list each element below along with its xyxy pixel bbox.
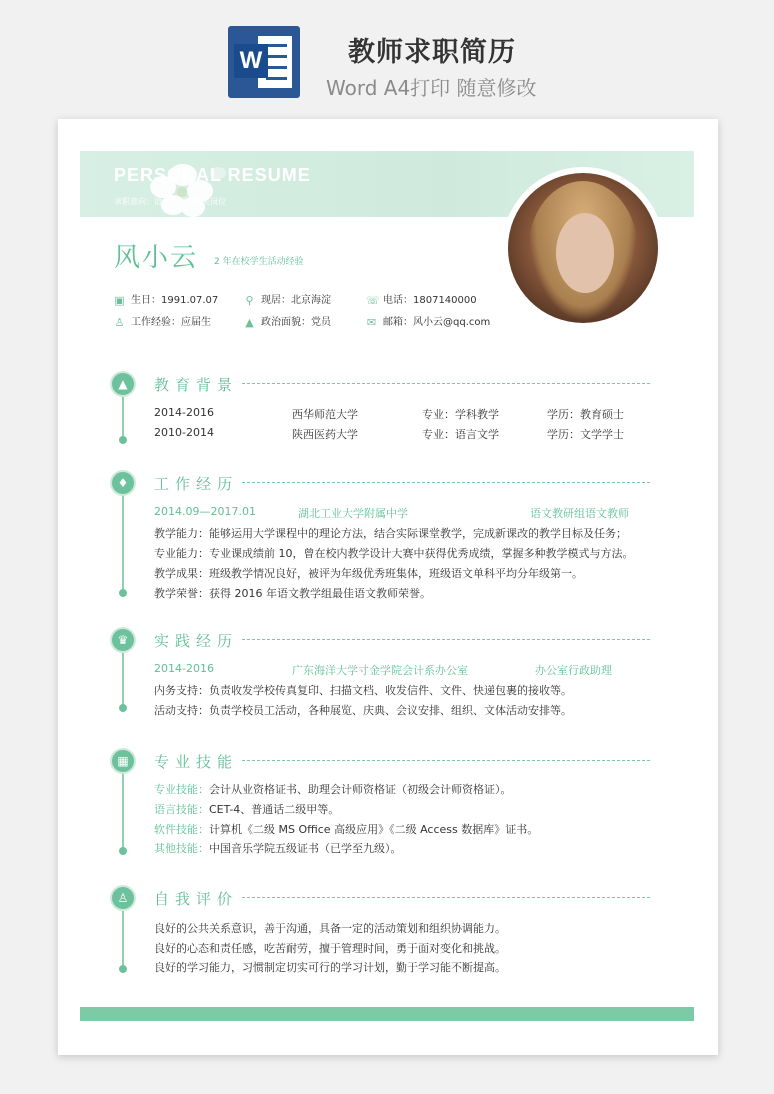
section-title-practice: 实践经历 [154,632,239,650]
work-detail-line: 专业能力：专业课成绩前 10，曾在校内教学设计大赛中获得优秀成绩，掌握多种教学模式与方法。 [154,547,634,560]
timeline-dot [119,704,127,712]
trophy-icon: ♛ [110,627,136,653]
practice-detail-line: 内务支持：负责收发学校传真复印、扫描文档、收发信件、文件、快递包裹的接收等。 [154,684,572,697]
practice-detail-line: 活动支持：负责学校员工活动，各种展览、庆典、会议安排、组织、文体活动安排等。 [154,704,572,717]
timeline-dot [119,965,127,973]
edu-degree: 学历：教育硕士 [547,408,624,421]
word-icon [228,26,300,98]
skill-item: 其他技能：中国音乐学院五级证书（已学至九级）。 [154,842,402,855]
section-divider [242,639,650,640]
section-title-skills: 专业技能 [154,753,239,771]
section-title-education: 教育背景 [154,376,239,394]
edu-major: 专业：学科教学 [422,408,499,421]
resume-page [58,119,718,1055]
work-period: 2014.09—2017.01 [154,505,256,518]
info-email: ✉ 邮箱：风小云@qq.com [366,316,491,329]
info-location: ⚲ 现居：北京海淀 [245,294,331,307]
work-detail-line: 教学成果：班级教学情况良好，被评为年级优秀班集体，班级语文单科平均分年级第一。 [154,567,583,580]
header-subtitle: 求职意向：语文教师及相关岗位 [114,197,226,206]
envelope-icon: ✉ [366,316,377,329]
skill-item: 软件技能：计算机《二级 MS Office 高级应用》《二级 Access 数据库》证书。 [154,823,539,836]
work-detail-line: 教学能力：能够运用大学课程中的理论方法，结合实际课堂教学，完成新课改的教学目标及任务； [154,527,627,540]
edu-school: 西华师范大学 [292,408,358,421]
info-phone: ☏ 电话：1807140000 [366,294,477,307]
info-experience: ♙ 工作经验：应届生 [114,316,211,329]
section-title-evaluation: 自我评价 [154,890,239,908]
banner-title: 教师求职简历 [348,37,516,68]
timeline-dot [119,589,127,597]
edu-period: 2014-2016 [154,406,214,419]
necktie-icon: ♦ [110,470,136,496]
practice-position: 办公室行政助理 [535,664,612,677]
work-detail-line: 教学荣誉：获得 2016 年语文教学组最佳语文教师荣誉。 [154,587,431,600]
edu-period: 2010-2014 [154,426,214,439]
footer-band [80,1007,694,1021]
work-organization: 湖北工业大学附属中学 [298,507,408,520]
timeline-dot [119,847,127,855]
practice-period: 2014-2016 [154,662,214,675]
skill-item: 语言技能：CET-4、普通话二级甲等。 [154,803,340,816]
edu-school: 陕西医药大学 [292,428,358,441]
graduation-cap-icon: ▲ [110,371,136,397]
phone-icon: ☏ [366,294,380,307]
info-politics: ▲ 政治面貌：党员 [245,316,331,329]
person-icon: ♙ [114,316,125,329]
timeline-evaluation [122,905,124,967]
evaluation-line: 良好的公共关系意识，善于沟通，具备一定的活动策划和组织协调能力。 [154,922,506,935]
profile-photo [502,167,664,329]
skill-item: 专业技能：会计从业资格证书、助理会计师资格证（初级会计师资格证）。 [154,783,512,796]
timeline-skills [122,767,124,851]
info-birth: ▣ 生日：1991.07.07 [114,294,219,307]
section-divider [242,897,650,898]
word-letter: W [234,44,268,78]
timeline-practice [122,647,124,707]
person-icon: ♙ [110,885,136,911]
work-position: 语文教研组语文教师 [530,507,629,520]
section-divider [242,383,650,384]
edu-degree: 学历：文学学士 [547,428,624,441]
windows-icon: ▦ [110,748,136,774]
section-title-work: 工作经历 [154,475,239,493]
banner-subtitle: Word A4打印 随意修改 [326,76,537,100]
evaluation-line: 良好的学习能力，习惯制定切实可行的学习计划，勤于学习能不断提高。 [154,961,506,974]
section-divider [242,482,650,483]
calendar-icon: ▣ [114,294,125,307]
section-divider [242,760,650,761]
name-subtitle: 2 年在校学生活动经验 [214,257,304,267]
graduation-cap-icon: ▲ [245,316,254,329]
timeline-dot [119,436,127,444]
edu-major: 专业：语言文学 [422,428,499,441]
evaluation-line: 良好的心态和责任感，吃苦耐劳，擅于管理时间，勇于面对变化和挑战。 [154,942,506,955]
practice-organization: 广东海洋大学寸金学院会计系办公室 [292,664,468,677]
location-pin-icon: ⚲ [245,294,254,307]
personal-resume-heading: PERSONAL RESUME [114,165,311,185]
candidate-name: 风小云 [114,243,199,273]
timeline-work [122,489,124,593]
